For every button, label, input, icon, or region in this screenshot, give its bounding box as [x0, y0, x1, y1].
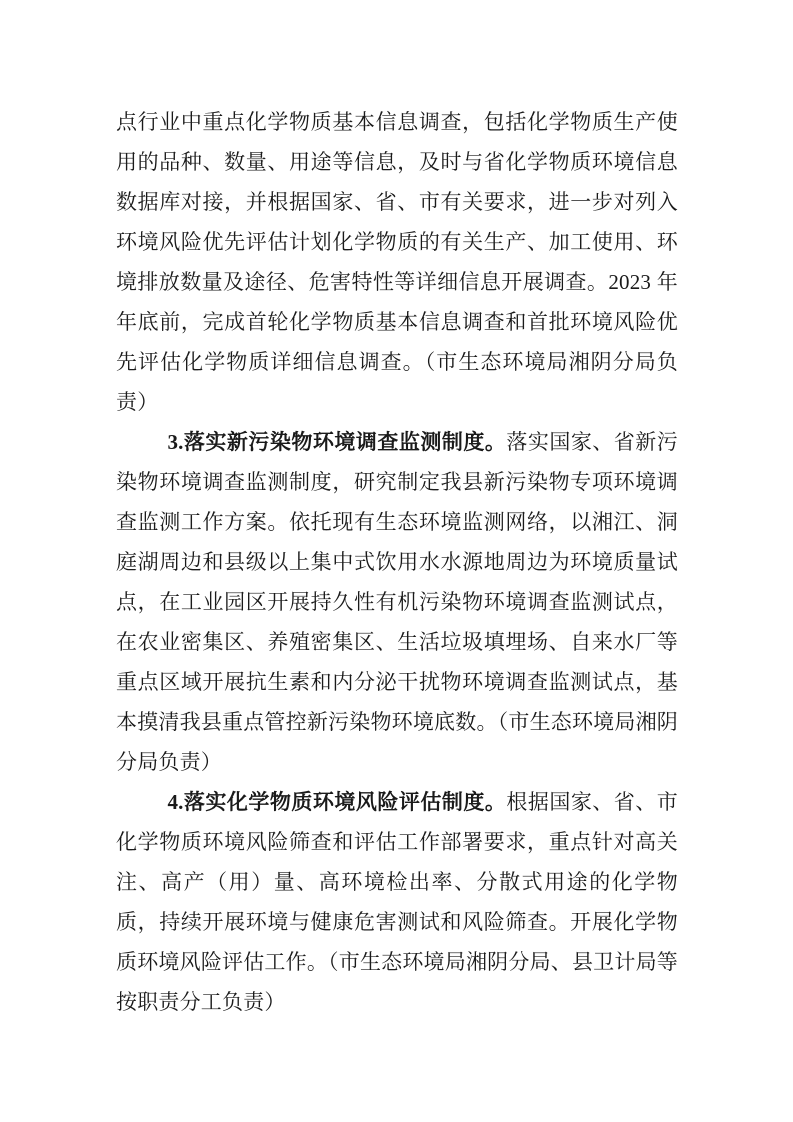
paragraph-continuation [116, 102, 678, 422]
document-body [116, 102, 678, 1022]
item-3-heading: 3.落实新污染物环境调查监测制度。 [167, 430, 507, 454]
paragraph-item-4 [116, 782, 678, 1022]
item-4-heading: 4.落实化学物质环境风险评估制度。 [167, 790, 507, 814]
item-3-text: 落实国家、省新污染物环境调查监测制度，研究制定我县新污染物专项环境调查监测工作方案。依托现有生态环境监测网络，以湘江、洞庭湖周边和县级以上集中式饮用水水源地周边为环境质量试点，在工业园区开展持久性有机污染物环境调查监测试点，在农业密集区、养殖密集区、生活垃圾填埋场、自来水厂等重点区域开展抗生素和内分泌干扰物环境调查监测试点，基本摸清我县重点管控新污染物环境底数。（市生态环境局湘阴分局负责） [116, 430, 678, 774]
item-4-text: 根据国家、省、市化学物质环境风险筛查和评估工作部署要求，重点针对高关注、高产（用）量、高环境检出率、分散式用途的化学物质，持续开展环境与健康危害测试和风险筛查。开展化学物质环境风险评估工作。（市生态环境局湘阴分局、县卫计局等按职责分工负责） [116, 790, 678, 1014]
paragraph-continuation-text: 点行业中重点化学物质基本信息调查，包括化学物质生产使用的品种、数量、用途等信息，及时与省化学物质环境信息数据库对接，并根据国家、省、市有关要求，进一步对列入环境风险优先评估计划化学物质的有关生产、加工使用、环境排放数量及途径、危害特性等详细信息开展调查。2023 年年底前，完成首轮化学物质基本信息调查和首批环境风险优先评估化学物质详细信息调查。（市生态环境局湘阴分局负责） [116, 110, 678, 414]
paragraph-item-3 [116, 422, 678, 782]
